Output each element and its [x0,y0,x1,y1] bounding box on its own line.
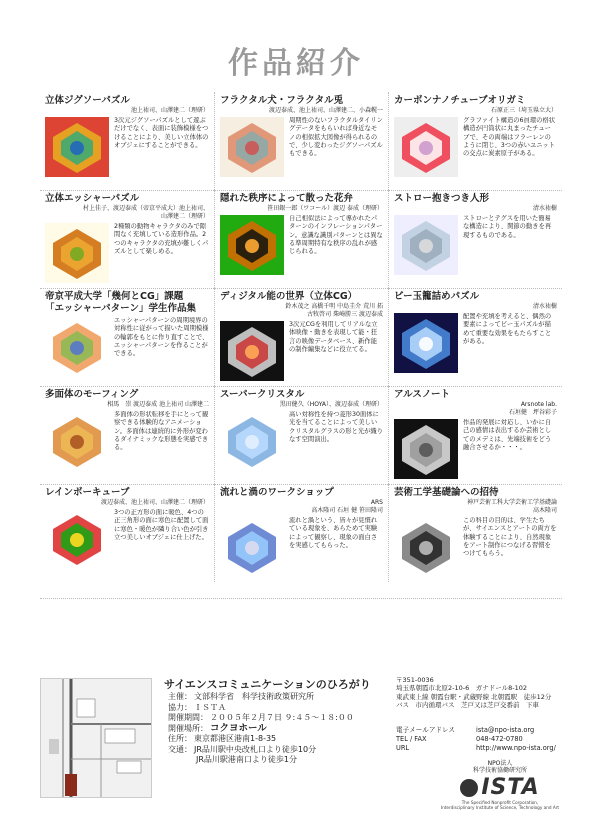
work-card [40,92,214,190]
venue-map [40,678,152,798]
work-card [40,386,214,484]
escher-puzzle-image [45,223,109,283]
event-detail-label: 交通： [168,744,192,754]
contact-label: TEL / FAX [396,735,427,743]
nanotube-origami-image [394,117,458,177]
event-title: サイエンスコミュニケーションのひろがり [164,678,371,691]
work-description: 3次元CGを利用してリアルな立体映像・動きを表現して能・狂言の映像データベース、新作能の制作編集などに役立てる。 [289,321,378,353]
work-authors: 黒田健久（HOYA）、渡辺泰成（理研） [279,401,383,408]
org-subtitle: The Specified Nonprofit Corporation, [461,800,539,805]
work-title: 流れと渦のワークショップ [220,487,334,498]
rainbow-cube-image [45,509,109,569]
event-detail-value: JR品川駅中央改札口より徒歩10分 [194,744,317,754]
event-detail-row [168,745,354,756]
work-card [40,190,214,288]
work-title: 立体エッシャーパズル [45,193,140,204]
super-crystal-image [220,411,284,471]
work-authors: 清水祐樹 [532,303,557,310]
event-detail-row [168,724,354,735]
work-authors: 笹田銀一郎（ワコール）渡辺 泰成（理研） [267,205,383,212]
work-title: スーパークリスタル [220,389,305,400]
event-detail-row [168,755,354,766]
work-title: レインボーキューブ [45,487,130,498]
work-description: グラファイト構造の6員環の格状構造が円筒状に丸まったチューブで、その両端はフラーレンのように閉じ、3つの赤いユニットの交点に炭素原子がある。 [463,117,556,158]
work-title: ストロー抱きつき人形 [394,193,490,204]
polyhedra-morphing-image [45,411,109,471]
event-details [168,692,354,766]
event-detail-value: 文部科学省 科学技術政策研究所 [194,692,314,701]
event-detail-value: ２００５年２月７日 ９:４５〜１８:００ [210,713,354,722]
work-card [388,190,562,288]
address-line: 〒351-0036 [396,676,434,684]
contact-label: URL [396,744,410,752]
work-authors: 渡辺泰成、池上祐司、山澤建二、小森幌一 [268,107,383,114]
footer-divider [40,598,562,599]
work-authors: 渡辺泰成、池上祐司、山澤建二（理研） [100,499,209,506]
contact-row [396,735,523,744]
event-detail-value: JR品川駅港南口より徒歩1分 [196,755,298,764]
scattered-petals-image [220,215,284,275]
work-title: ビー玉籠詰めパズル [394,291,480,302]
event-detail-label: 開催場所： [168,723,208,733]
student-escher-works-image [45,317,109,377]
address-line: 埼玉県朝霞市北原2-10-6 ガナドール8-102 [396,684,527,693]
contact-value[interactable]: http://www.npo-ista.org/ [476,744,556,752]
straw-doll-image [394,215,458,275]
work-description: 自己相似法によって導かれたパターンのインフレーションパターン。意識な識別パターンとは異なる準周期特有な秩序の乱れが感じられる。 [289,215,383,256]
work-card [388,288,562,386]
address-line: 東武東上線 朝霞台駅・武蔵野線 北朝霞駅 徒歩12分 [396,692,552,701]
address-line: バス 市内循環バス 芝戸又は芝戸交番前 下車 [396,701,539,710]
work-card [388,92,562,190]
work-card [40,288,214,386]
work-card [40,484,214,582]
work-card [214,484,388,582]
work-authors: 石原正三（埼玉県立大） [490,107,557,114]
work-authors: 高木隆司 [532,507,557,514]
work-authors: 神戸芸術工科大学芸術工学基礎論 [466,499,557,506]
work-authors: 山澤建二（理研） [160,213,209,220]
work-card [388,386,562,484]
marble-puzzle-image [394,313,458,373]
work-title: 芸術工学基礎論への招待 [394,487,499,498]
org-name-jp: 科学技術協働研究所 [472,767,527,774]
work-card [214,386,388,484]
work-title: 帝京平成大学「幾何とCG」課題 [45,291,184,302]
work-authors: 古牧啓司 柴崎勝三 渡辺泰成 [307,311,383,318]
work-authors: 石垣健 坪谷彩子 [508,409,557,416]
work-description: 3次元ジグソーパズルとして遊ぶだけでなく、表面に装飾模様をつけることにより、美しい立体体のオブジェにすることができる。 [114,117,209,149]
work-card [214,190,388,288]
work-description: 2種類の動物キャラクタのみで隙間なく充填している造形作品。2つのキャラクタの充填が難しくパズルとして楽しめる。 [114,223,209,255]
org-address [396,676,551,710]
work-authors: 相馬 崇 渡辺泰成 池上祐司 山澤建二 [107,401,209,408]
work-card [214,92,388,190]
work-authors: 村上佳子、渡辺泰成（帝京平成大）池上祐司、 [82,205,209,212]
event-detail-row [168,734,354,745]
work-description: エッシャーパターンの周期境界の対称性に従がって描いた周期模様の輪郭をもとに作り直すことで、エッシャーパターンを作ることができる。 [114,317,209,358]
work-title: 多面体のモーフィング [45,389,139,400]
work-authors: 高木隆司 石垣 健 笹田隆司 [311,507,383,514]
work-title: カーボンナノチューブオリガミ [394,95,526,106]
event-detail-row [168,703,354,714]
work-authors: 池上祐司、山澤建二（理研） [130,107,209,114]
work-description: ストローとテグスを用いた簡易な構造により、関節の動きを再現するものである。 [463,215,552,239]
work-authors: Arsnote lab. [520,401,557,408]
work-description: 高い対称性を持つ菱形30面体に光を当てることによって美しいクリスタルグラスの形と光が織りなす空間演出。 [289,411,383,443]
contact-value: 048-472-0780 [476,735,523,743]
work-description: 周期性のないフラクタルタイリングデータをもらいれば身近なモノの相似拡大図像が得られるので、少し変わったジグソーパズルもできる。 [289,117,383,158]
jigsaw-puzzle-cube-image [45,117,109,177]
flow-vortex-image [220,517,284,577]
event-detail-value: コクヨホール [210,722,267,734]
event-detail-label: 開催期間： [168,713,208,722]
digital-noh-image [220,321,284,381]
contact-row [396,744,556,753]
work-description: 配置や充填を考えると、偶然の要素によってビー玉パズルが描めて重要な効果をもたらすことがある。 [463,313,552,345]
work-title: 隠れた秩序によって散った花弁 [220,193,354,204]
works-grid [40,92,562,584]
event-detail-label: 主催： [168,692,192,701]
art-engineering-image [394,517,458,577]
page-title: 作品紹介 [228,46,364,81]
org-logo [438,775,562,800]
org-contacts [396,726,556,753]
work-title-line2: 「エッシャーパターン」学生作品集 [45,303,196,314]
map-drawing [41,679,151,797]
fractal-dog-rabbit-image [220,117,284,177]
event-detail-value: ＩＳＴＡ [194,702,226,712]
event-detail-label: 協力： [168,702,192,712]
work-title: アルスノート [394,389,451,400]
ista-logo-icon [460,779,478,797]
work-title: 立体ジグソーパズル [45,95,130,106]
work-card [214,288,388,386]
work-authors: ARS [370,499,383,506]
event-detail-row [168,692,354,703]
work-description: この科目の目的は、学生たちが、サイエンスとアートの両方を体験することにより、自然現象をアート制作につなげる習慣をつけてもらう。 [463,517,557,558]
work-description: 流れと渦という、皆々が見慣れている現象を、あらためて実験によって観察し、現象の面白さを実感してもらった。 [289,517,378,549]
work-authors: 鈴木茂之 高橋千明 中島圭介 荒川 拓 [285,303,383,310]
work-card [388,484,562,582]
org-logo-text: ISTA [481,775,540,800]
work-title: フラクタル犬・フラクタル兎 [220,95,344,106]
work-description: 多面体の形状転移を手にとって観察できる体験的なアニメーション。多面体は連続的に外形が変わるダイナミックな形態を実感できる。 [114,411,209,452]
contact-label: 電子メールアドレス [396,726,456,734]
work-title: ディジタル能の世界（立体CG） [220,291,358,302]
org-type: NPO法人 [487,760,513,767]
work-description: 作品的発展に対応し、いかに自己の感情は表出するか芸術としてのメデミは、先端技術をどう融合させるか・・・。 [463,419,552,451]
work-authors: 清水祐樹 [532,205,557,212]
work-description: 3つの正方形の面に暖色、4つの正三角形の面に寒色に配置して面に寒色・暖色が隣り合い色が引き立つ美しいオブジェに仕上げた。 [114,509,209,541]
contact-value[interactable]: ista@npo-ista.org [476,726,535,734]
contact-row [396,726,535,735]
org-block [438,760,562,811]
org-subtitle: Interdisciplinary Institute of Science, Technology and Art [440,805,560,811]
event-detail-value: 東京都港区港南1-8-35 [194,734,277,743]
event-detail-label: 住所： [168,734,192,743]
arsnote-image [394,419,458,479]
